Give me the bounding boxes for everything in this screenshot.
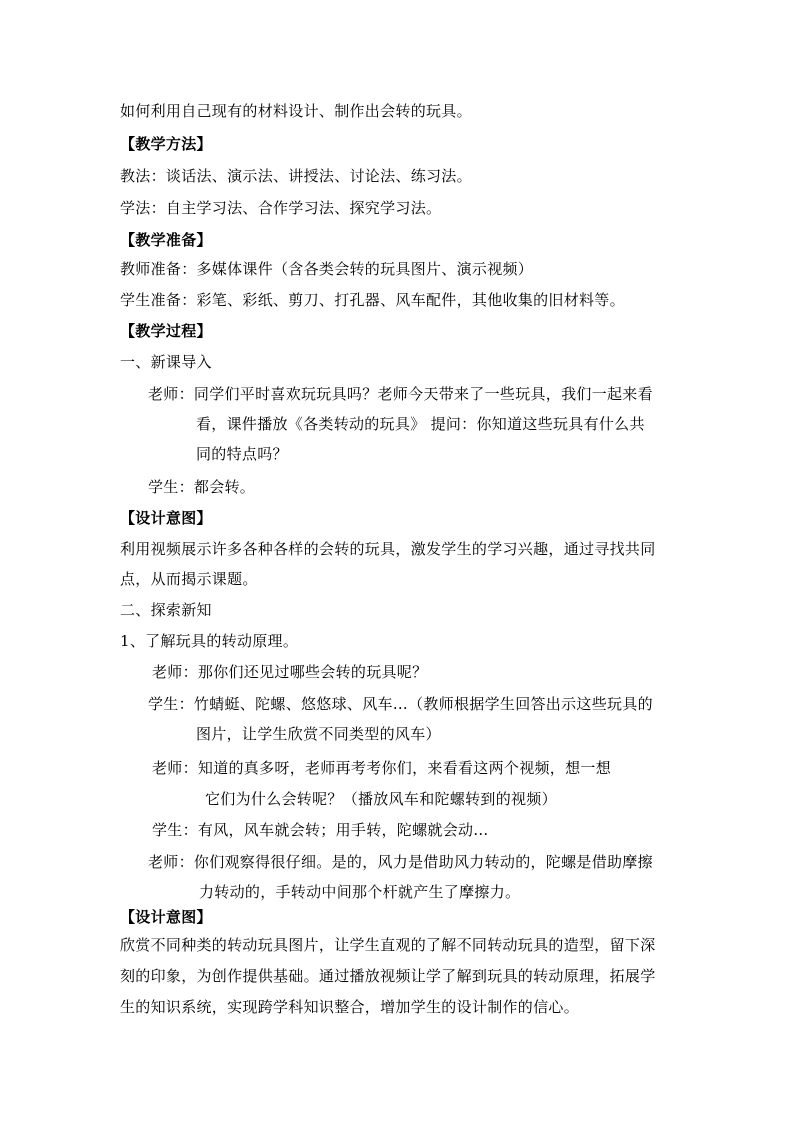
design2-line3: 生的知识系统，实现跨学科知识整合，增加学生的设计制作的信心。 <box>120 998 580 1016</box>
process-heading: 【教学过程】 <box>120 322 212 340</box>
prep-heading: 【教学准备】 <box>120 231 212 249</box>
s1-teacher-line1: 老师：同学们平时喜欢玩玩具吗？老师今天带来了一些玩具，我们一起来看 <box>148 385 653 403</box>
s2-student2: 学生：有风，风车就会转；用手转，陀螺就会动… <box>152 821 489 839</box>
student-prep: 学生准备：彩笔、彩纸、剪刀、打孔器、风车配件，其他收集的旧材料等。 <box>120 291 625 309</box>
s2-student-line2: 图片，让学生欣赏不同类型的风车） <box>196 725 441 743</box>
teaching-method: 教法：谈话法、演示法、讲授法、讨论法、练习法。 <box>120 167 472 185</box>
section2-title: 二、探索新知 <box>120 601 212 619</box>
design1-line1: 利用视频展示许多各种各样的会转的玩具，激发学生的学习兴趣，通过寻找共同 <box>120 540 656 558</box>
s2-student-line1: 学生：竹蜻蜓、陀螺、悠悠球、风车…（教师根据学生回答出示这些玩具的 <box>148 695 653 713</box>
methods-heading: 【教学方法】 <box>120 135 212 153</box>
design2-heading: 【设计意图】 <box>120 908 212 926</box>
s1-teacher-line2: 看，课件播放《各类转动的玩具》 提问：你知道这些玩具有什么共 <box>196 415 645 433</box>
teacher-prep: 教师准备：多媒体课件（含各类会转的玩具图片、演示视频） <box>120 260 534 278</box>
section1-title: 一、新课导入 <box>120 353 212 371</box>
learning-method: 学法：自主学习法、合作学习法、探究学习法。 <box>120 199 442 217</box>
design1-line2: 点，从而揭示课题。 <box>120 570 258 588</box>
design2-line1: 欣赏不同种类的转动玩具图片，让学生直观的了解不同转动玩具的造型，留下深 <box>120 936 656 954</box>
design2-line2: 刻的印象，为创作提供基础。通过播放视频让学了解到玩具的转动原理，拓展学 <box>120 967 656 985</box>
s2-teacher3-line2: 力转动的，手转动中间那个杆就产生了摩擦力。 <box>199 883 521 901</box>
s2-teacher2-line1: 老师：知道的真多呀，老师再考考你们，来看看这两个视频，想一想 <box>152 759 612 777</box>
sub1-title: 1、了解玩具的转动原理。 <box>120 632 299 650</box>
s2-teacher2-line2: 它们为什么会转呢？（播放风车和陀螺转到的视频） <box>205 790 557 808</box>
design1-heading: 【设计意图】 <box>120 509 212 527</box>
intro-line: 如何利用自己现有的材料设计、制作出会转的玩具。 <box>120 102 472 120</box>
s2-teacher3-line1: 老师：你们观察得很仔细。是的，风力是借助风力转动的，陀螺是借助摩擦 <box>148 853 653 871</box>
s1-teacher-line3: 同的特点吗？ <box>196 445 288 463</box>
s1-student: 学生：都会转。 <box>148 478 256 496</box>
s2-teacher-question: 老师：那你们还见过哪些会转的玩具呢？ <box>152 663 428 681</box>
